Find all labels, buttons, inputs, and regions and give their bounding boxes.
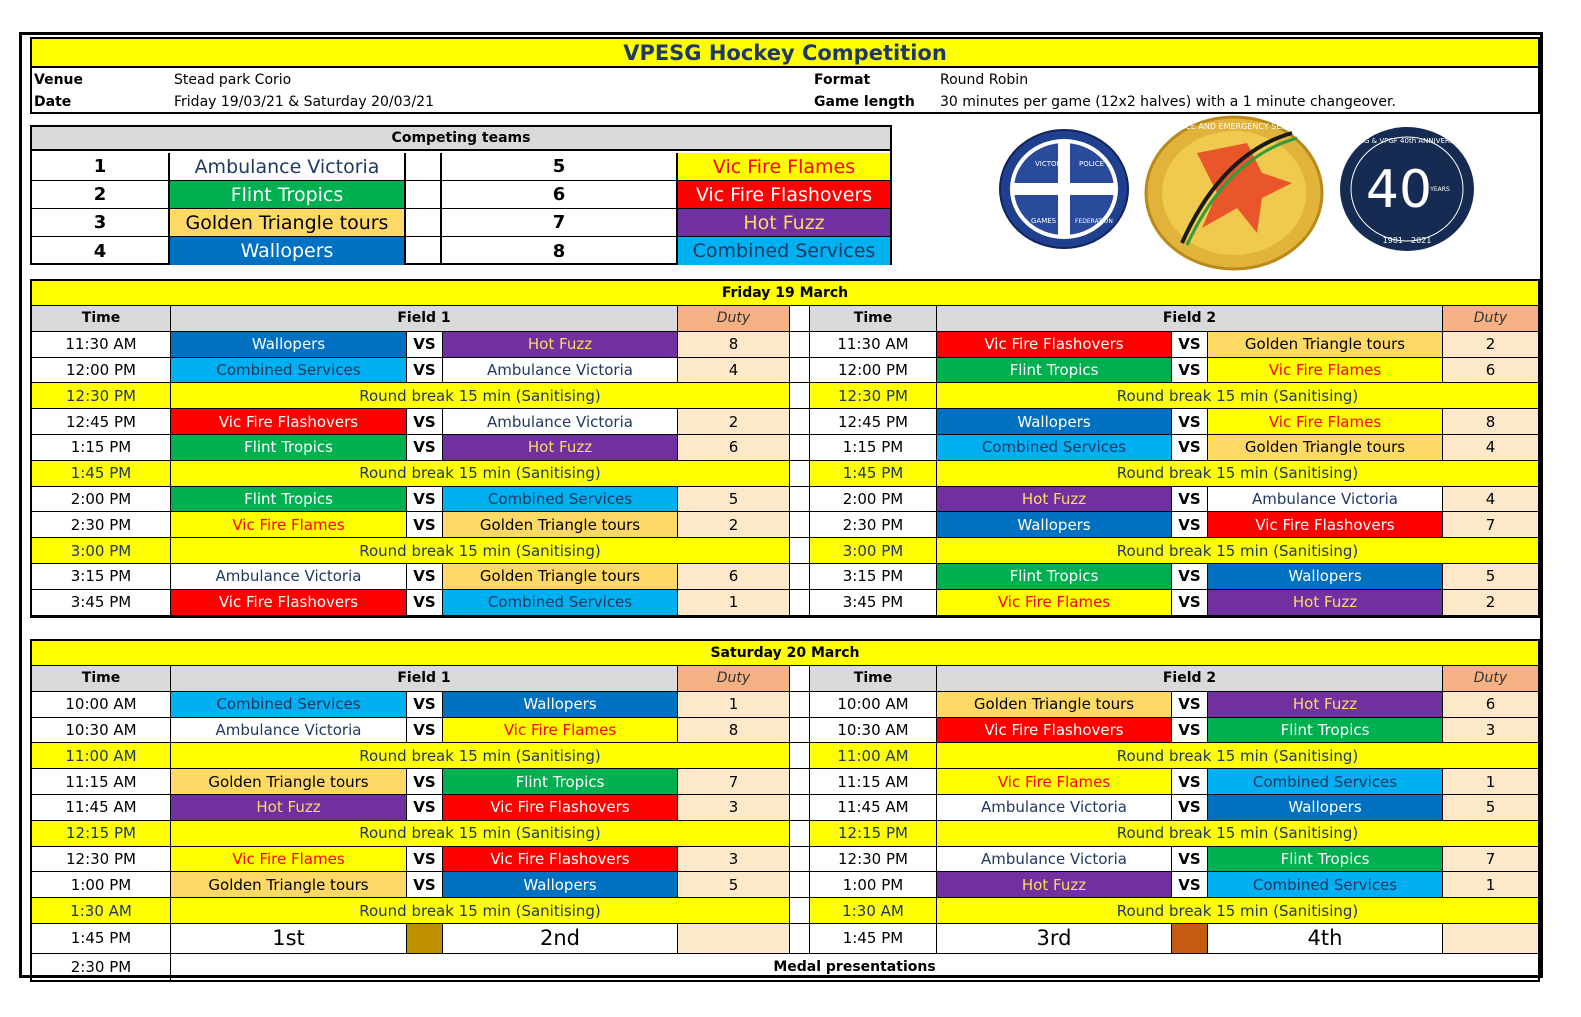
time-cell: 12:45 PM bbox=[810, 409, 937, 434]
team-cell: Ambulance Victoria bbox=[937, 795, 1172, 820]
spacer bbox=[790, 564, 810, 589]
match-row bbox=[32, 847, 1538, 873]
duty-cell: 8 bbox=[678, 332, 790, 357]
team-cell: Hot Fuzz bbox=[443, 435, 678, 460]
time-cell: 12:15 PM bbox=[810, 821, 937, 846]
duty-cell: 7 bbox=[1443, 847, 1538, 872]
duty-cell: 3 bbox=[678, 795, 790, 820]
vs-label: VS bbox=[407, 718, 443, 743]
team-cell: Vic Fire Flashovers bbox=[937, 332, 1172, 357]
team-cell: Golden Triangle tours bbox=[443, 512, 678, 537]
time-cell: 12:15 PM bbox=[32, 821, 171, 846]
team-cell: Vic Fire Flashovers bbox=[937, 718, 1172, 743]
vs-label: VS bbox=[407, 692, 443, 717]
duty-cell: 1 bbox=[678, 692, 790, 717]
day-header: Saturday 20 March bbox=[32, 641, 1538, 666]
time-cell: 2:00 PM bbox=[32, 487, 171, 512]
time-cell: 3:00 PM bbox=[810, 538, 937, 563]
team-cell: Vic Fire Flames bbox=[937, 590, 1172, 615]
spacer bbox=[790, 435, 810, 460]
team-row bbox=[32, 153, 890, 181]
spacer bbox=[790, 847, 810, 872]
time-cell: 2:30 PM bbox=[32, 512, 171, 537]
team-cell: Combined Services bbox=[1208, 769, 1443, 794]
time-cell: 10:00 AM bbox=[810, 692, 937, 717]
team-cell: Hot Fuzz bbox=[443, 332, 678, 357]
team-cell: Ambulance Victoria bbox=[937, 847, 1172, 872]
team-name: Golden Triangle tours bbox=[170, 209, 406, 237]
duty-cell: 4 bbox=[1443, 435, 1538, 460]
medal-presentations: Medal presentations bbox=[773, 958, 936, 975]
time-cell: 12:00 PM bbox=[810, 358, 937, 383]
format-label: Format bbox=[814, 71, 871, 88]
break-label: Round break 15 min (Sanitising) bbox=[1116, 901, 1359, 920]
team-cell: Ambulance Victoria bbox=[1208, 487, 1443, 512]
vs-label: VS bbox=[407, 358, 443, 383]
team-cell: Hot Fuzz bbox=[937, 487, 1172, 512]
vs-label: VS bbox=[1172, 487, 1208, 512]
vs-label: VS bbox=[407, 872, 443, 897]
match-row bbox=[32, 590, 1538, 616]
spacer bbox=[790, 898, 810, 923]
page-title: VPESG Hockey Competition bbox=[30, 37, 1540, 68]
team-cell: Ambulance Victoria bbox=[443, 358, 678, 383]
time-cell: 1:45 PM bbox=[32, 924, 171, 953]
emergency-services-games-logo bbox=[1126, 113, 1342, 273]
team-name: Vic Fire Flashovers bbox=[678, 181, 890, 209]
duty-cell: 2 bbox=[678, 512, 790, 537]
team-cell: Combined Services bbox=[171, 692, 407, 717]
team-cell: Ambulance Victoria bbox=[171, 718, 407, 743]
spacer bbox=[790, 332, 810, 357]
break-label: Round break 15 min (Sanitising) bbox=[1116, 541, 1359, 560]
vs-label: VS bbox=[1172, 692, 1208, 717]
team-cell: Flint Tropics bbox=[171, 435, 407, 460]
duty-cell: 5 bbox=[678, 487, 790, 512]
spacer bbox=[790, 538, 810, 563]
duty-cell: 1 bbox=[1443, 872, 1538, 897]
spacer bbox=[406, 181, 442, 209]
duty-cell: 4 bbox=[678, 358, 790, 383]
day-header: Friday 19 March bbox=[32, 281, 1538, 306]
vs-label: VS bbox=[1172, 872, 1208, 897]
time-cell: 1:45 PM bbox=[810, 461, 937, 486]
time-cell: 3:15 PM bbox=[32, 564, 171, 589]
col-time: Time bbox=[810, 666, 937, 691]
col-duty: Duty bbox=[678, 666, 790, 691]
team-cell: Vic Fire Flames bbox=[171, 847, 407, 872]
time-cell: 1:15 PM bbox=[810, 435, 937, 460]
time-cell: 11:15 AM bbox=[810, 769, 937, 794]
time-cell: 1:15 PM bbox=[32, 435, 171, 460]
duty-cell: 8 bbox=[1443, 409, 1538, 434]
schedule-sheet bbox=[19, 32, 1543, 978]
col-time: Time bbox=[810, 306, 937, 331]
col-duty: Duty bbox=[1443, 666, 1538, 691]
time-cell: 3:45 PM bbox=[810, 590, 937, 615]
team-cell: Wallopers bbox=[171, 332, 407, 357]
time-cell: 11:00 AM bbox=[810, 743, 937, 768]
police-federation-logo bbox=[997, 128, 1132, 251]
team-cell: Golden Triangle tours bbox=[937, 692, 1172, 717]
match-row bbox=[32, 409, 1538, 435]
time-cell: 1:30 AM bbox=[810, 898, 937, 923]
break-row bbox=[32, 538, 1538, 564]
logo-text: FEDERATION bbox=[1075, 218, 1113, 225]
duty-cell bbox=[1443, 924, 1538, 953]
time-cell: 12:45 PM bbox=[32, 409, 171, 434]
duty-cell bbox=[678, 924, 790, 953]
spacer bbox=[790, 383, 810, 408]
duty-cell: 2 bbox=[678, 409, 790, 434]
logo-text: VICTORIA bbox=[1035, 160, 1069, 168]
team-cell: Golden Triangle tours bbox=[171, 769, 407, 794]
team-cell: Flint Tropics bbox=[937, 564, 1172, 589]
time-cell: 11:30 AM bbox=[32, 332, 171, 357]
team-cell: Combined Services bbox=[1208, 872, 1443, 897]
duty-cell: 5 bbox=[678, 872, 790, 897]
break-label: Round break 15 min (Sanitising) bbox=[1116, 386, 1359, 405]
duty-cell: 4 bbox=[1443, 487, 1538, 512]
time-cell: 1:30 AM bbox=[32, 898, 171, 923]
place-first: 1st bbox=[171, 924, 407, 953]
spacer bbox=[790, 743, 810, 768]
break-row bbox=[32, 821, 1538, 847]
match-row bbox=[32, 487, 1538, 513]
team-cell: Flint Tropics bbox=[171, 487, 407, 512]
col-field2: Field 2 bbox=[937, 306, 1443, 331]
vs-label: VS bbox=[1172, 847, 1208, 872]
place-third: 3rd bbox=[937, 924, 1172, 953]
team-cell: Vic Fire Flames bbox=[443, 718, 678, 743]
team-row bbox=[32, 181, 890, 209]
venue-label: Venue bbox=[34, 71, 83, 88]
duty-cell: 6 bbox=[1443, 358, 1538, 383]
vs-label: VS bbox=[407, 590, 443, 615]
team-cell: Wallopers bbox=[443, 692, 678, 717]
logo-text: VICTORIA POLICE AND EMERGENCY SERVICES GAMES bbox=[1126, 122, 1342, 131]
spacer bbox=[790, 666, 810, 691]
vs-label: VS bbox=[1172, 435, 1208, 460]
match-row bbox=[32, 512, 1538, 538]
match-row bbox=[32, 332, 1538, 358]
team-cell: Flint Tropics bbox=[1208, 847, 1443, 872]
spacer bbox=[790, 821, 810, 846]
date-value: Friday 19/03/21 & Saturday 20/03/21 bbox=[174, 93, 434, 110]
duty-cell: 6 bbox=[678, 435, 790, 460]
break-label: Round break 15 min (Sanitising) bbox=[171, 898, 790, 923]
spacer bbox=[790, 461, 810, 486]
venue-value: Stead park Corio bbox=[174, 71, 292, 88]
team-cell: Vic Fire Flames bbox=[171, 512, 407, 537]
time-cell: 3:00 PM bbox=[32, 538, 171, 563]
time-cell: 2:30 PM bbox=[810, 512, 937, 537]
break-row bbox=[32, 898, 1538, 924]
col-duty: Duty bbox=[1443, 306, 1538, 331]
team-name: Vic Fire Flames bbox=[678, 153, 890, 181]
vs-label: VS bbox=[407, 435, 443, 460]
time-cell: 1:00 PM bbox=[810, 872, 937, 897]
competing-teams-table bbox=[30, 125, 892, 265]
spacer bbox=[406, 237, 442, 265]
duty-cell: 2 bbox=[1443, 590, 1538, 615]
team-cell: Vic Fire Flashovers bbox=[1208, 512, 1443, 537]
duty-cell: 7 bbox=[678, 769, 790, 794]
logo-text: GAMES bbox=[1031, 217, 1057, 225]
break-label: Round break 15 min (Sanitising) bbox=[1116, 464, 1359, 483]
info-block bbox=[30, 68, 1540, 114]
length-label: Game length bbox=[814, 93, 915, 110]
team-cell: Vic Fire Flames bbox=[1208, 409, 1443, 434]
time-cell: 3:45 PM bbox=[32, 590, 171, 615]
vs-label: VS bbox=[407, 564, 443, 589]
team-cell: Hot Fuzz bbox=[1208, 692, 1443, 717]
match-row bbox=[32, 718, 1538, 744]
match-row bbox=[32, 692, 1538, 718]
team-cell: Ambulance Victoria bbox=[171, 564, 407, 589]
team-cell: Flint Tropics bbox=[937, 358, 1172, 383]
time-cell: 1:45 PM bbox=[32, 461, 171, 486]
time-cell: 11:30 AM bbox=[810, 332, 937, 357]
time-cell: 11:15 AM bbox=[32, 769, 171, 794]
vs-label: VS bbox=[407, 487, 443, 512]
spacer bbox=[790, 512, 810, 537]
vs-label: VS bbox=[407, 332, 443, 357]
team-name: Ambulance Victoria bbox=[170, 153, 406, 181]
spacer bbox=[790, 306, 810, 331]
team-number: 8 bbox=[442, 237, 678, 265]
duty-cell: 6 bbox=[1443, 692, 1538, 717]
break-label: Round break 15 min (Sanitising) bbox=[171, 383, 790, 408]
time-cell: 12:30 PM bbox=[810, 847, 937, 872]
col-time: Time bbox=[32, 306, 171, 331]
team-cell: Wallopers bbox=[937, 512, 1172, 537]
break-label: Round break 15 min (Sanitising) bbox=[171, 538, 790, 563]
team-number: 2 bbox=[32, 181, 170, 209]
time-cell: 11:45 AM bbox=[810, 795, 937, 820]
gold-swatch bbox=[407, 924, 443, 953]
column-header-row bbox=[32, 306, 1538, 332]
spacer bbox=[790, 409, 810, 434]
team-cell: Hot Fuzz bbox=[1208, 590, 1443, 615]
duty-cell: 5 bbox=[1443, 564, 1538, 589]
spacer bbox=[790, 718, 810, 743]
team-name: Flint Tropics bbox=[170, 181, 406, 209]
team-cell: Golden Triangle tours bbox=[1208, 332, 1443, 357]
duty-cell: 2 bbox=[1443, 332, 1538, 357]
team-cell: Vic Fire Flashovers bbox=[171, 590, 407, 615]
col-field1: Field 1 bbox=[171, 306, 678, 331]
length-value: 30 minutes per game (12x2 halves) with a 1 minute changeover. bbox=[940, 93, 1396, 110]
time-cell: 10:00 AM bbox=[32, 692, 171, 717]
team-cell: Vic Fire Flashovers bbox=[443, 847, 678, 872]
break-row bbox=[32, 743, 1538, 769]
team-cell: Hot Fuzz bbox=[937, 872, 1172, 897]
time-cell: 11:00 AM bbox=[32, 743, 171, 768]
time-cell: 12:00 PM bbox=[32, 358, 171, 383]
saturday-schedule bbox=[30, 639, 1540, 982]
break-label: Round break 15 min (Sanitising) bbox=[171, 461, 790, 486]
team-cell: Wallopers bbox=[1208, 564, 1443, 589]
team-cell: Vic Fire Flames bbox=[1208, 358, 1443, 383]
team-cell: Vic Fire Flames bbox=[937, 769, 1172, 794]
vs-label: VS bbox=[407, 512, 443, 537]
duty-cell: 8 bbox=[678, 718, 790, 743]
time-cell: 12:30 PM bbox=[32, 383, 171, 408]
format-value: Round Robin bbox=[940, 71, 1029, 88]
team-row bbox=[32, 237, 890, 265]
team-number: 7 bbox=[442, 209, 678, 237]
time-cell: 12:30 PM bbox=[32, 847, 171, 872]
break-label: Round break 15 min (Sanitising) bbox=[1116, 824, 1359, 843]
column-header-row bbox=[32, 666, 1538, 692]
spacer bbox=[790, 358, 810, 383]
medals-row bbox=[32, 954, 1538, 980]
team-name: Hot Fuzz bbox=[678, 209, 890, 237]
team-name: Wallopers bbox=[170, 237, 406, 265]
match-row bbox=[32, 872, 1538, 898]
logo-forty: 40 bbox=[1365, 160, 1433, 220]
spacer bbox=[790, 924, 810, 953]
vs-label: VS bbox=[407, 769, 443, 794]
break-label: Round break 15 min (Sanitising) bbox=[1116, 746, 1359, 765]
team-number: 4 bbox=[32, 237, 170, 265]
vs-label: VS bbox=[1172, 332, 1208, 357]
logo-years-range: 1981 - 2021 bbox=[1382, 236, 1432, 245]
vs-label: VS bbox=[1172, 769, 1208, 794]
spacer bbox=[790, 487, 810, 512]
team-cell: Wallopers bbox=[443, 872, 678, 897]
duty-cell: 1 bbox=[678, 590, 790, 615]
logo-ring: VPESG & VPGF 40th ANNIVERSARY bbox=[1346, 137, 1468, 145]
col-field1: Field 1 bbox=[171, 666, 678, 691]
match-row bbox=[32, 795, 1538, 821]
date-label: Date bbox=[34, 93, 72, 110]
finals-row bbox=[32, 924, 1538, 954]
team-cell: Flint Tropics bbox=[443, 769, 678, 794]
team-cell: Combined Services bbox=[443, 590, 678, 615]
break-row bbox=[32, 383, 1538, 409]
duty-cell: 3 bbox=[1443, 718, 1538, 743]
spacer bbox=[790, 692, 810, 717]
vs-label: VS bbox=[1172, 409, 1208, 434]
duty-cell: 5 bbox=[1443, 795, 1538, 820]
match-row bbox=[32, 769, 1538, 795]
team-number: 3 bbox=[32, 209, 170, 237]
logo-years: YEARS bbox=[1430, 186, 1450, 193]
team-cell: Golden Triangle tours bbox=[443, 564, 678, 589]
friday-schedule bbox=[30, 279, 1540, 618]
bronze-swatch bbox=[1172, 924, 1208, 953]
spacer bbox=[790, 872, 810, 897]
team-cell: Combined Services bbox=[443, 487, 678, 512]
anniversary-logo bbox=[1337, 125, 1477, 253]
team-name: Combined Services bbox=[678, 237, 890, 265]
team-cell: Ambulance Victoria bbox=[443, 409, 678, 434]
break-label: Round break 15 min (Sanitising) bbox=[171, 821, 790, 846]
vs-label: VS bbox=[1172, 358, 1208, 383]
team-cell: Vic Fire Flashovers bbox=[443, 795, 678, 820]
spacer bbox=[790, 795, 810, 820]
col-time: Time bbox=[32, 666, 171, 691]
duty-cell: 1 bbox=[1443, 769, 1538, 794]
spacer bbox=[790, 769, 810, 794]
duty-cell: 7 bbox=[1443, 512, 1538, 537]
team-row bbox=[32, 209, 890, 237]
spacer bbox=[406, 209, 442, 237]
team-cell: Combined Services bbox=[171, 358, 407, 383]
place-second: 2nd bbox=[443, 924, 678, 953]
time-cell: 2:00 PM bbox=[810, 487, 937, 512]
team-cell: Golden Triangle tours bbox=[1208, 435, 1443, 460]
vs-label: VS bbox=[1172, 512, 1208, 537]
team-cell: Vic Fire Flashovers bbox=[171, 409, 407, 434]
break-label: Round break 15 min (Sanitising) bbox=[171, 743, 790, 768]
duty-cell: 3 bbox=[678, 847, 790, 872]
time-cell: 1:00 PM bbox=[32, 872, 171, 897]
col-field2: Field 2 bbox=[937, 666, 1443, 691]
vs-label: VS bbox=[407, 409, 443, 434]
vs-label: VS bbox=[1172, 564, 1208, 589]
time-cell: 3:15 PM bbox=[810, 564, 937, 589]
vs-label: VS bbox=[1172, 795, 1208, 820]
spacer bbox=[406, 153, 442, 181]
team-cell: Flint Tropics bbox=[1208, 718, 1443, 743]
team-number: 6 bbox=[442, 181, 678, 209]
time-cell: 1:45 PM bbox=[810, 924, 937, 953]
vs-label: VS bbox=[1172, 590, 1208, 615]
teams-header: Competing teams bbox=[32, 127, 890, 151]
place-fourth: 4th bbox=[1208, 924, 1443, 953]
spacer bbox=[790, 590, 810, 615]
time-cell: 11:45 AM bbox=[32, 795, 171, 820]
match-row bbox=[32, 564, 1538, 590]
time-cell: 12:30 PM bbox=[810, 383, 937, 408]
break-row bbox=[32, 461, 1538, 487]
time-cell: 2:30 PM bbox=[32, 954, 171, 980]
col-duty: Duty bbox=[678, 306, 790, 331]
team-cell: Wallopers bbox=[937, 409, 1172, 434]
team-cell: Combined Services bbox=[937, 435, 1172, 460]
match-row bbox=[32, 435, 1538, 461]
vs-label: VS bbox=[1172, 718, 1208, 743]
vs-label: VS bbox=[407, 795, 443, 820]
time-cell: 10:30 AM bbox=[32, 718, 171, 743]
logo-text: POLICE bbox=[1079, 160, 1105, 168]
team-cell: Golden Triangle tours bbox=[171, 872, 407, 897]
team-number: 5 bbox=[442, 153, 678, 181]
team-cell: Wallopers bbox=[1208, 795, 1443, 820]
match-row bbox=[32, 358, 1538, 384]
team-number: 1 bbox=[32, 153, 170, 181]
duty-cell: 6 bbox=[678, 564, 790, 589]
vs-label: VS bbox=[407, 847, 443, 872]
team-cell: Hot Fuzz bbox=[171, 795, 407, 820]
time-cell: 10:30 AM bbox=[810, 718, 937, 743]
